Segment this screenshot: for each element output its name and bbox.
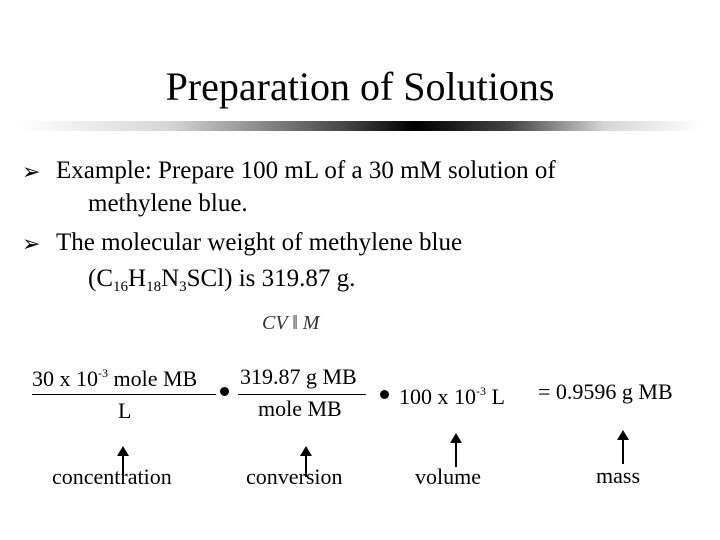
arrow-up-stem (622, 439, 624, 464)
arrow-right-icon: ➢ (22, 232, 41, 257)
fraction-2-bar (238, 394, 366, 395)
slide-title: Preparation of Solutions (165, 64, 555, 109)
label-conversion: conversion (246, 464, 343, 489)
title-divider (20, 121, 700, 131)
arrow-right-icon: ➢ (22, 160, 41, 185)
multiply-dot-icon (220, 387, 229, 396)
fraction-1-bar (32, 394, 216, 395)
label-volume: volume (415, 464, 481, 489)
bullet-2-line-2: $(C_{16}H_{18}N_3SCl)$ is 319.87 g. (88, 265, 356, 295)
fraction-2-denominator: mole MB (258, 396, 342, 421)
bullet-1-line-2: methylene blue. (88, 190, 248, 217)
bullet-2-line-1: The molecular weight of methylene blue (56, 229, 463, 256)
label-mass: mass (596, 463, 640, 488)
bullet-1-line-1: Example: Prepare 100 mL of a 30 mM solution of (56, 157, 556, 184)
formula-cv-m: CV ‖ M (262, 312, 320, 334)
multiply-dot-icon (380, 390, 389, 399)
fraction-2-numerator: 319.87 g MB (240, 364, 357, 389)
label-concentration: concentration (52, 464, 172, 489)
volume-term: 100 x $10^{-3}$ L (399, 384, 505, 409)
fraction-1-denominator: L (118, 398, 132, 423)
mass-result: = 0.9596 g MB (538, 379, 673, 404)
fraction-1-numerator: 30 x $10^{-3}$ mole MB (32, 366, 198, 391)
